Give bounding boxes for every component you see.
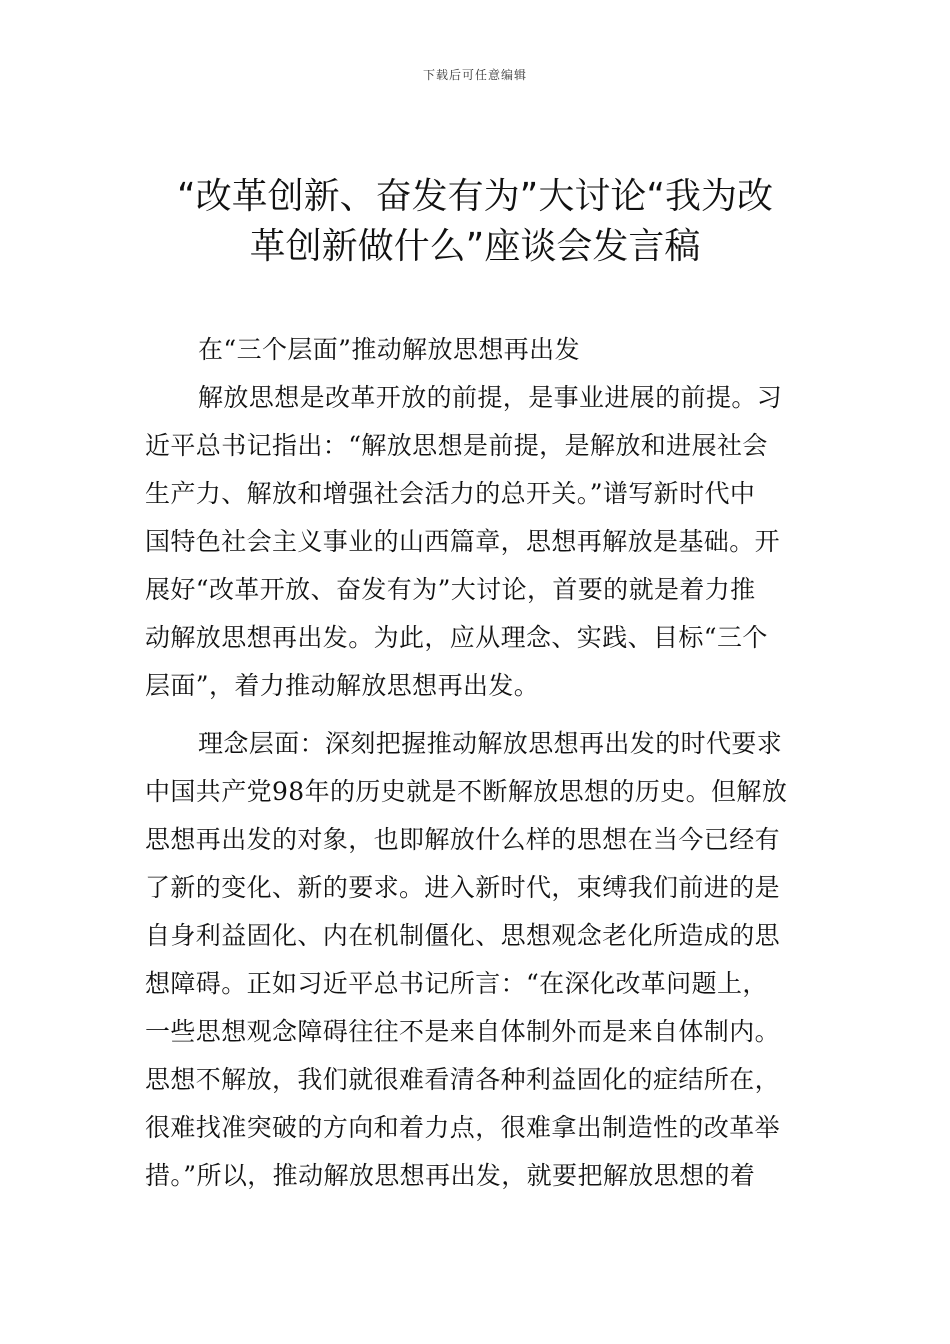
body-line: 展好“改革开放、奋发有为”大讨论，首要的就是着力推: [145, 575, 756, 604]
body-line: 层面”，着力推动解放思想再出发。: [145, 671, 540, 700]
body-line: 思想再出发的对象，也即解放什么样的思想在当今已经有: [145, 825, 781, 854]
body-line: 一些思想观念障碍往往不是来自体制外而是来自体制内。: [145, 1017, 781, 1046]
section-heading: 理念层面：深刻把握推动解放思想再出发的时代要求: [198, 729, 783, 758]
body-line: 思想不解放，我们就很难看清各种利益固化的症结所在，: [145, 1065, 781, 1094]
paragraph-gap: [145, 710, 810, 720]
body-line: 动解放思想再出发。为此，应从理念、实践、目标“三个: [145, 623, 768, 652]
section-heading: 在“三个层面”推动解放思想再出发: [198, 335, 580, 364]
body-line: 了新的变化、新的要求。进入新时代，束缚我们前进的是: [145, 873, 781, 902]
page-header-note: 下载后可任意编辑: [422, 68, 527, 82]
title-line-1: “改革创新、奋发有为”大讨论“我为改: [177, 176, 773, 217]
body-line: 很难找准突破的方向和着力点，很难拿出制造性的改革举: [145, 1113, 781, 1142]
body-line: 生产力、解放和增强社会活力的总开关。”谱写新时代中: [145, 479, 756, 508]
body-line: 近平总书记指出：“解放思想是前提，是解放和进展社会: [145, 431, 768, 460]
body-line: 解放思想是改革开放的前提，是事业进展的前提。习: [198, 383, 783, 412]
body-line: 想障碍。正如习近平总书记所言：“在深化改革问题上，: [145, 969, 768, 998]
body-line: 国特色社会主义事业的山西篇章，思想再解放是基础。开: [145, 527, 781, 556]
body-line: 中国共产党98年的历史就是不断解放思想的历史。但解放: [145, 777, 788, 806]
document-body: [145, 326, 810, 1200]
title-line-2: 革创新做什么”座谈会发言稿: [249, 226, 701, 267]
body-line: 措。”所以，推动解放思想再出发，就要把解放思想的着: [145, 1161, 756, 1190]
document-title: [150, 172, 800, 272]
body-line: 自身利益固化、内在机制僵化、思想观念老化所造成的思: [145, 921, 781, 950]
